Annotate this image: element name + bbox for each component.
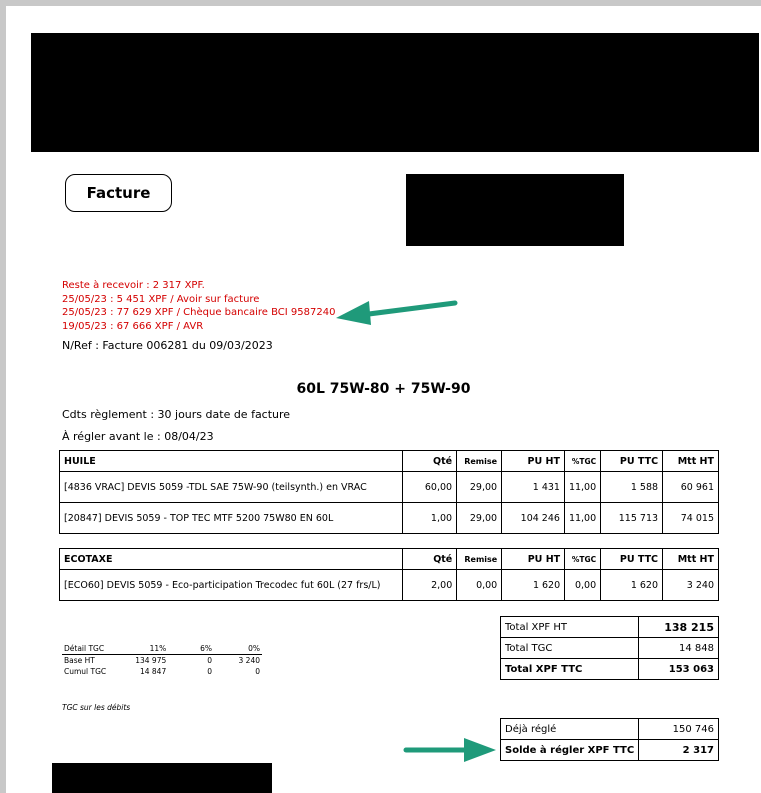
column-header: Mtt HT: [663, 451, 719, 472]
invoice-title: 60L 75W-80 + 75W-90: [296, 381, 471, 397]
column-header: Qté: [403, 451, 457, 472]
column-header: %TGC: [564, 451, 600, 472]
tgc-detail-table: [62, 643, 262, 677]
balance-table: [500, 718, 719, 761]
column-header: PU HT: [502, 451, 565, 472]
redacted-address: [406, 174, 624, 246]
column-header: Qté: [403, 549, 457, 570]
redacted-footer: [52, 763, 272, 793]
total-row: Total XPF HT 138 215: [501, 617, 719, 638]
payment-history: [62, 279, 335, 333]
column-header: Remise: [457, 451, 502, 472]
arrow-right-icon: [400, 735, 500, 763]
arrow-left-icon: [331, 291, 461, 327]
table-row: [4836 VRAC] DEVIS 5059 -TDL SAE 75W-90 (teilsynth.) en VRAC 60,00 29,00 1 431 11,00 1 588 60 961: [60, 472, 719, 503]
balance-row: Solde à régler XPF TTC 2 317: [501, 740, 719, 761]
balance-row: Déjà réglé 150 746: [501, 719, 719, 740]
oil-items-table: [59, 450, 719, 534]
payment-line: 25/05/23 : 77 629 XPF / Chèque bancaire BCI 9587240: [62, 307, 336, 318]
totals-table: [500, 616, 719, 680]
column-header: ECOTAXE: [60, 549, 403, 570]
tgc-header-row: Détail TGC 11% 6% 0%: [64, 644, 260, 653]
document-type-badge: Facture: [65, 174, 172, 212]
payment-line: 25/05/23 : 5 451 XPF / Avoir sur facture: [62, 293, 260, 305]
payment-line: 19/05/23 : 67 666 XPF / AVR: [62, 320, 204, 332]
total-row: Total XPF TTC 153 063: [501, 659, 719, 680]
table-header-row: [60, 549, 719, 570]
table-header-row: [60, 451, 719, 472]
column-header: Mtt HT: [663, 549, 719, 570]
column-header: %TGC: [565, 549, 601, 570]
payment-line: Reste à recevoir : 2 317 XPF.: [62, 280, 205, 291]
redacted-header: [31, 33, 759, 152]
column-header: PU TTC: [601, 451, 663, 472]
tgc-row: Cumul TGC 14 847 0 0: [64, 667, 260, 676]
tgc-row: Base HT 134 975 0 3 240: [64, 656, 260, 665]
column-header: PU HT: [502, 549, 565, 570]
ecotax-items-table: [59, 548, 719, 601]
total-row: Total TGC 14 848: [501, 638, 719, 659]
due-date: À régler avant le : 08/04/23: [62, 430, 214, 443]
table-row: [ECO60] DEVIS 5059 - Eco-participation Trecodec fut 60L (27 frs/L) 2,00 0,00 1 620 0,00 1 620 3 240: [60, 570, 719, 601]
tgc-note: TGC sur les débits: [62, 703, 131, 712]
table-row: [20847] DEVIS 5059 - TOP TEC MTF 5200 75W80 EN 60L 1,00 29,00 104 246 11,00 115 713 74 015: [60, 503, 719, 534]
column-header: PU TTC: [601, 549, 663, 570]
invoice-reference: N/Ref : Facture 006281 du 09/03/2023: [62, 339, 273, 352]
column-header: HUILE: [60, 451, 403, 472]
invoice-page: [6, 6, 761, 793]
payment-conditions: Cdts règlement : 30 jours date de facture: [62, 408, 291, 421]
column-header: Remise: [457, 549, 502, 570]
